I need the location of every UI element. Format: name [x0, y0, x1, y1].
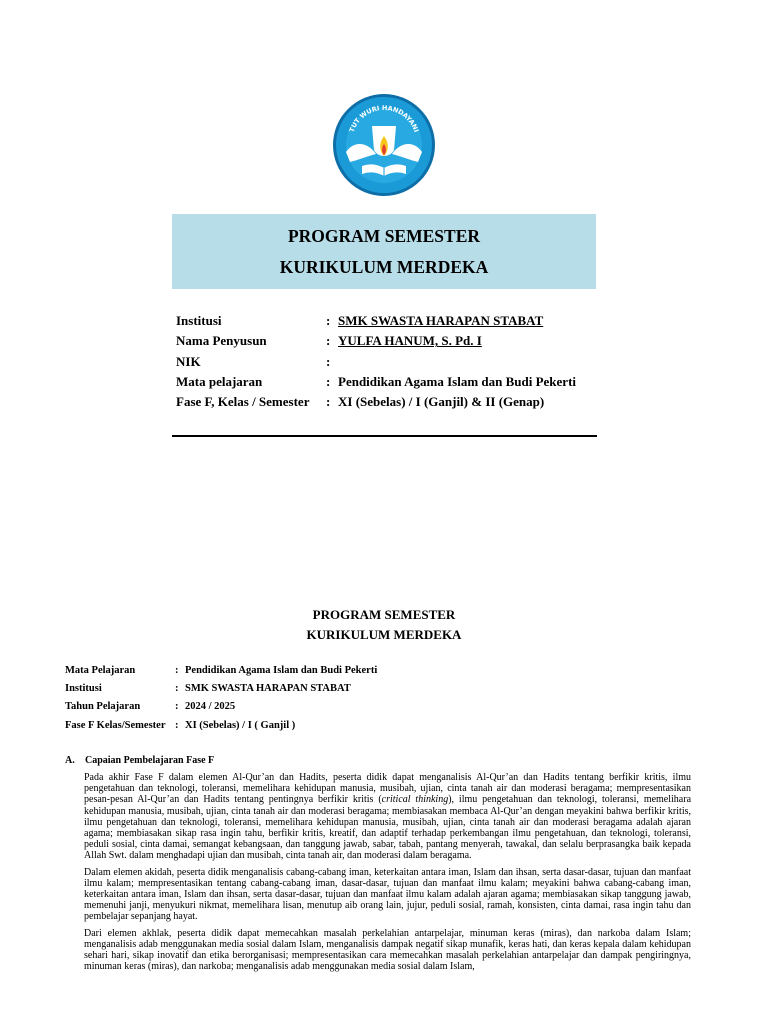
- field-colon: :: [326, 333, 331, 349]
- field-label: Tahun Pelajaran: [65, 701, 141, 713]
- field-colon: :: [175, 719, 179, 731]
- tut-wuri-handayani-logo: [332, 92, 436, 198]
- field-colon: :: [326, 394, 331, 410]
- field-label: Nama Penyusun: [176, 333, 267, 349]
- cover-divider: [172, 435, 597, 437]
- field-colon: :: [326, 373, 331, 389]
- paragraph-quran-hadits: [84, 772, 691, 862]
- field-colon: :: [326, 353, 331, 369]
- paragraph-text: Pada akhir Fase F dalam elemen Al-Qur’an dan Hadits, peserta didik dapat menganalisis Al-Qur’an dan Hadits tentang berfikir kritis, ilmu pengetahuan dan teknologi, toleransi, memelihara kehidupan manusia, musibah, ujian, cinta tanah air dan moderasi beragama; mempresentasikan pesan-pesan Al-Qur’an dan Hadits tentang pentingnya berfikir kritis (: [84, 772, 691, 806]
- field-value: Pendidikan Agama Islam dan Budi Pekerti: [185, 665, 378, 676]
- page2-title-line1: PROGRAM SEMESTER: [312, 607, 456, 622]
- paragraph-text: ), ilmu pengetahuan dan teknologi, toleransi, memelihara kehidupan manusia, musibah, ujian, cinta tanah air dan moderasi beragama; membiasakan membaca Al-Qur’an dengan meyakini bahwa berfikir kritis, ilmu pengetahuan dan teknologi, toleransi, memelihara kehidupan manusia, musibah, ujian, cinta tanah air dan moderasi beragama adalah ajaran agama; membiasakan sikap rasa ingin tahu, berfikir kritis, kreatif, dan adaptif terhadap perkembangan ilmu pengetahuan, dan teknologi, toleransi, peduli sosial, cinta damai, semangat kebangsaan, dan tanggung jawab, sabar, tabah, pantang menyerah, tawakal, dan selalu berprasangka baik kepada Allah Swt. dalam menghadapi ujian dan musibah, cinta tanah air, dan moderasi dalam beragama.: [84, 794, 692, 862]
- field-label: Fase F Kelas/Semester: [65, 719, 166, 731]
- field-label: Mata pelajaran: [176, 373, 263, 389]
- field-label: Fase F, Kelas / Semester: [176, 394, 310, 410]
- field-label: Institusi: [176, 313, 222, 328]
- field-colon: :: [326, 313, 331, 328]
- field-colon: :: [175, 683, 179, 695]
- field-value: SMK SWASTA HARAPAN STABAT: [185, 683, 351, 695]
- field-colon: :: [175, 701, 179, 713]
- field-colon: :: [175, 665, 179, 676]
- field-value: 2024 / 2025: [185, 701, 236, 713]
- page2-title-line2: KURIKULUM MERDEKA: [306, 627, 462, 642]
- field-value: Pendidikan Agama Islam dan Budi Pekerti: [338, 373, 577, 389]
- italic-term: critical thinking: [381, 794, 449, 806]
- cover-title-line2: KURIKULUM MERDEKA: [279, 257, 489, 277]
- field-value: YULFA HANUM, S. Pd. I: [338, 333, 482, 349]
- field-value: XI (Sebelas) / I ( Ganjil ): [185, 719, 296, 731]
- field-label: Institusi: [65, 683, 102, 695]
- field-label: NIK: [176, 353, 201, 369]
- section-letter: A.: [65, 755, 75, 766]
- field-label: Mata Pelajaran: [65, 665, 136, 676]
- section-title: Capaian Pembelajaran Fase F: [85, 755, 215, 766]
- field-value: SMK SWASTA HARAPAN STABAT: [338, 313, 544, 328]
- paragraph-akidah: Dalam elemen akidah, peserta didik menganalisis cabang-cabang iman, keterkaitan antara iman, Islam dan ihsan, serta dasar-dasar, tujuan dan manfaat ilmu kalam; mempresentasikan tentang cabang-cabang iman, dasar-dasar, tujuan dan manfaat ilmu kalam; meyakini bahwa cabang-cabang iman, keterkaitan antara iman, Islam dan ihsan, serta dasar-dasar, tujuan dan manfaat ilmu kalam adalah ajaran agama; membiasakan sikap tanggung jawab, memenuhi janji, menyukuri nikmat, memelihara lisan, menutup aib orang lain, jujur, peduli sosial, ramah, konsisten, cinta damai, rasa ingin tahu dan pembelajar sepanjang hayat.: [84, 866, 691, 923]
- cover-title-box: [172, 214, 596, 289]
- cover-title-line1: PROGRAM SEMESTER: [287, 226, 481, 246]
- logo-motto: TUT WURI HANDAYANI: [347, 103, 421, 134]
- paragraph-akhlak: Dari elemen akhlak, peserta didik dapat memecahkan masalah perkelahian antarpelajar, minuman keras (miras), dan narkoba dalam Islam; menganalisis adab menggunakan media sosial dalam Islam, menganalisis dampak negatif sikap munafik, keras hati, dan keras kepala dalam kehidupan sehari hari, sikap inovatif dan etika berorganisasi; mempresentasikan cara memecahkan masalah perkelahian antarpelajar dan dampak pengiringnya, minuman keras (miras), dan narkoba; menganalisis adab menggunakan media sosial dalam Islam,: [84, 927, 691, 973]
- field-value: XI (Sebelas) / I (Ganjil) & II (Genap): [338, 394, 545, 410]
- section-body: [84, 772, 691, 977]
